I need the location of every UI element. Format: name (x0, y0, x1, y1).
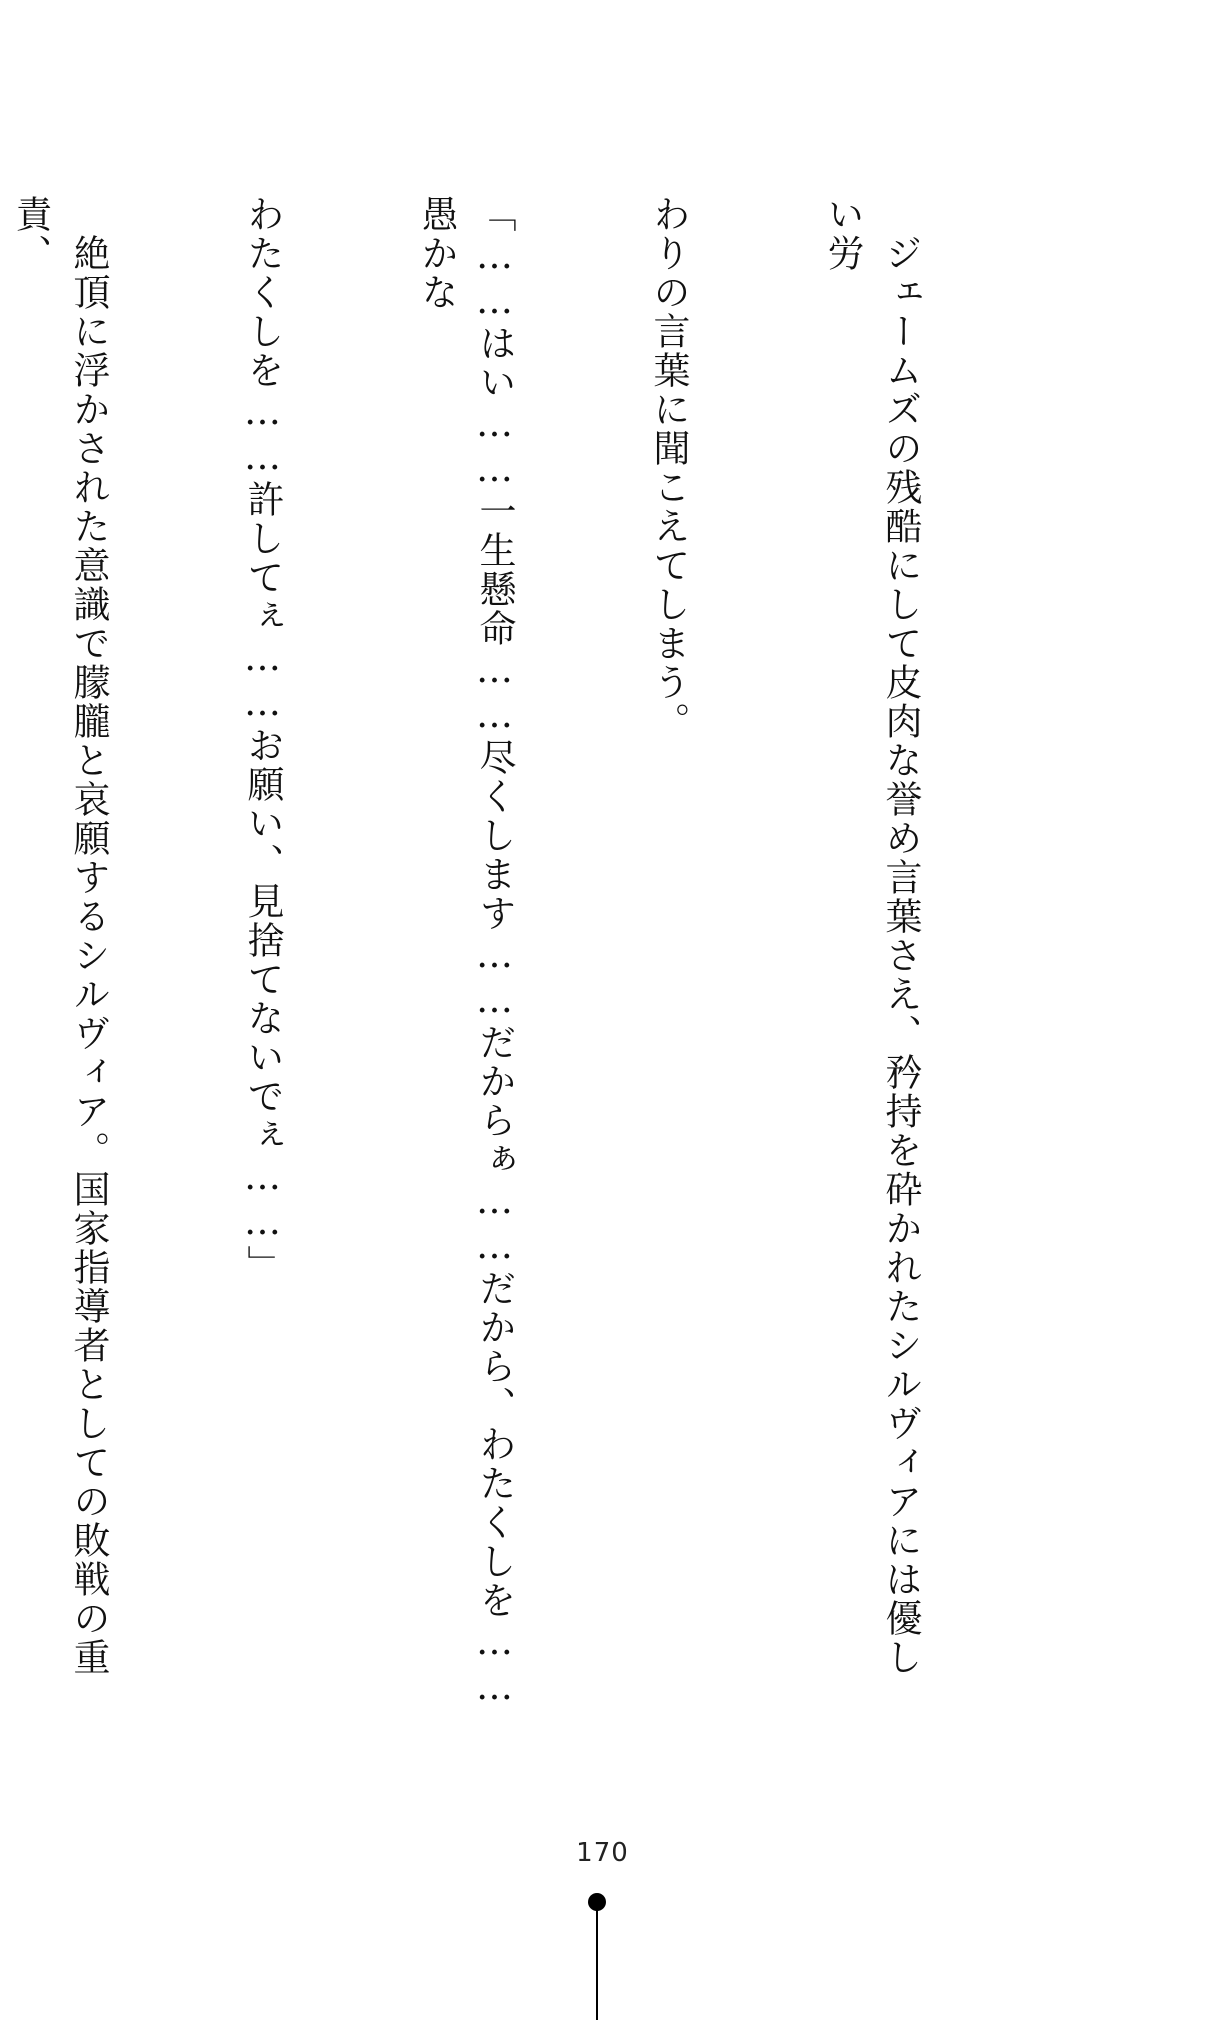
vertical-text-body (9, 195, 1045, 1715)
page-marker-pin (588, 1893, 606, 2020)
text-line: 「……はい……一生懸命……尽くします……だからぁ……だから、わたくしを……愚かな (415, 195, 516, 1710)
text-line: わたくしを……許してぇ……お願い、見捨てないでぇ……」 (241, 195, 284, 1284)
marker-stem (596, 1909, 598, 2020)
text-line: ジェームズの残酷にして皮肉な誉め言葉さえ、矜持を砕かれたシルヴィアには優しい労 (821, 195, 922, 1677)
text-line: 絶頂に浮かされた意識で朦朧と哀願するシルヴィア。国家指導者としての敗戦の重責、 (9, 195, 110, 1677)
text-line: わりの言葉に聞こえてしまう。 (647, 195, 690, 741)
page-number: 170 (576, 1838, 629, 1868)
